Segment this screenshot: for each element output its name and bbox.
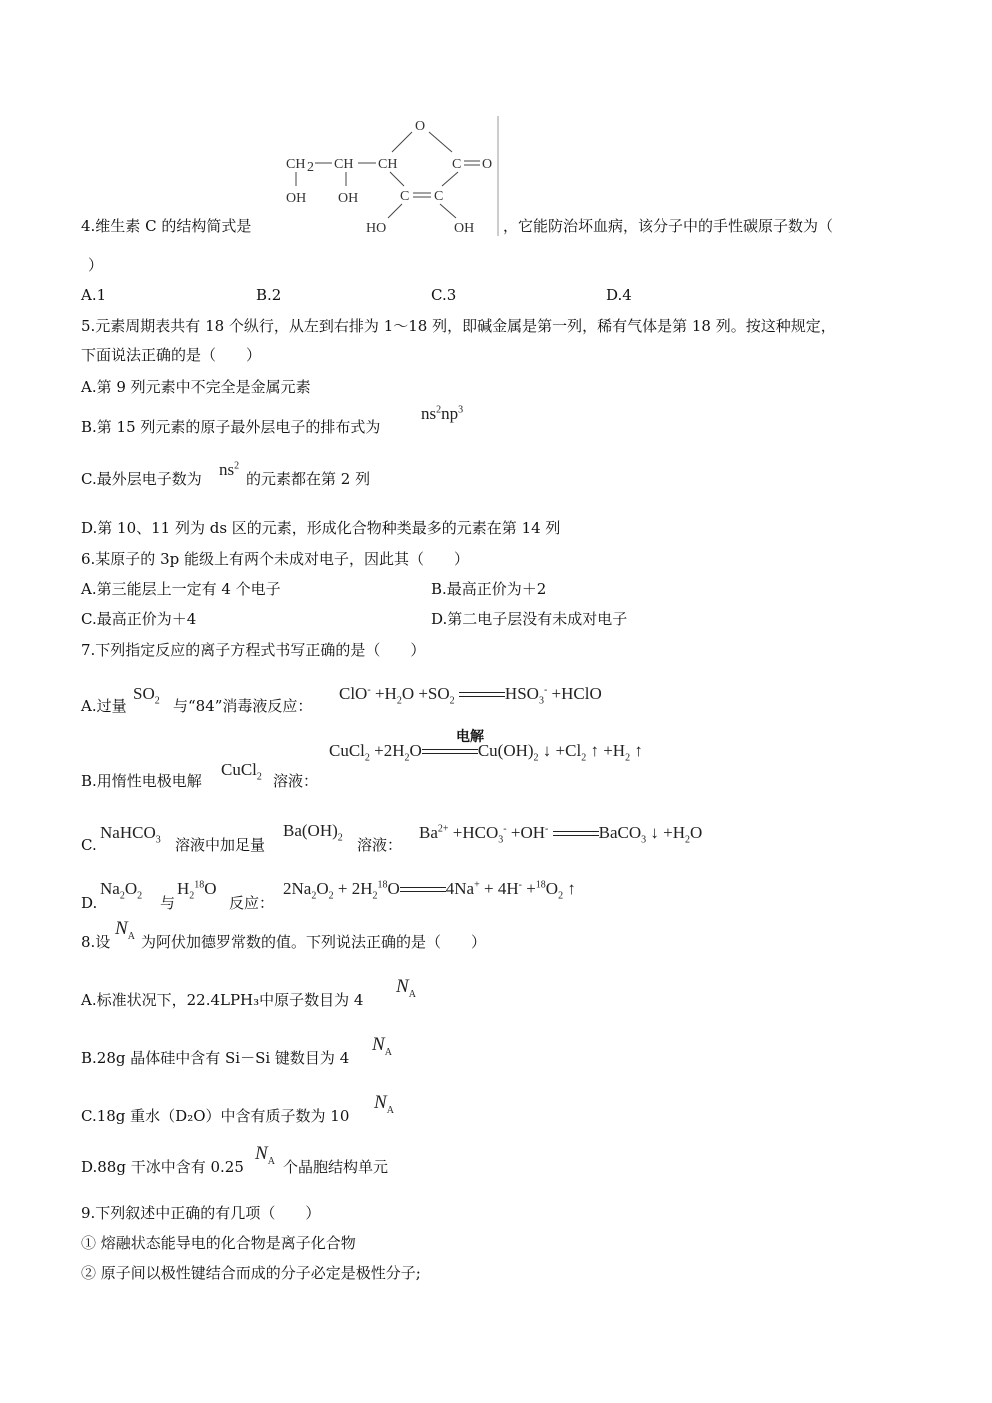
q8-stem-suffix: 为阿伏加德罗常数的值。下列说法正确的是（ ） xyxy=(141,933,487,951)
q6-option-a: A.第三能层上一定有 4 个电子 xyxy=(81,580,281,598)
q9-item-2: ② 原子间以极性键结合而成的分子必定是极性分子; xyxy=(81,1264,421,1282)
q5-stem-line2: 下面说法正确的是（ ） xyxy=(81,346,262,364)
q7-option-a-prefix: A.过量 xyxy=(81,697,127,715)
q7-option-b-prefix: B.用惰性电极电解 xyxy=(81,772,202,790)
q7-option-d-mid: 与 xyxy=(160,894,176,912)
q4-option-c: C.3 xyxy=(431,286,457,304)
q8-option-d-prefix: D.88g 干冰中含有 0.25 xyxy=(81,1158,244,1176)
q8-option-d-na: $N_A$ xyxy=(255,1143,275,1167)
q9-stem: 9.下列叙述中正确的有几项（ ） xyxy=(81,1204,321,1222)
q7-option-c-suffix: 溶液： xyxy=(357,836,403,854)
q7-option-a-equation: $ClO^- +H_2O +SO_2$ $HSO_3^-$ +HClO xyxy=(339,684,602,707)
q5-stem-line1: 5.元素周期表共有 18 个纵行，从左到右排为 1～18 列，即碱金属是第一列，稀有气体是第 18 列。按这种规定， xyxy=(81,317,836,335)
q7-option-b-cucl2: CuCl$_2$ xyxy=(221,760,262,783)
struct-ch2: CH xyxy=(286,157,306,172)
q7-option-c-nahco3: NaHCO$_3$ xyxy=(100,823,161,846)
q4-option-d: D.4 xyxy=(606,286,632,304)
struct-oh-1: OH xyxy=(286,191,307,206)
q8-option-a-na: $N_A$ xyxy=(396,976,416,1000)
q4-stem-prefix: 4.维生素 C 的结构简式是 xyxy=(81,217,252,235)
q7-option-a-so2: $SO_2$ xyxy=(133,684,160,707)
struct-ho-left: HO xyxy=(366,221,387,236)
struct-oh-right: OH xyxy=(454,221,475,236)
q5-option-a: A.第 9 列元素中不完全是金属元素 xyxy=(81,378,311,396)
q7-option-d-suffix: 反应： xyxy=(229,894,275,912)
q7-option-b-condition: 电解 xyxy=(456,729,484,745)
q5-option-c-suffix: 的元素都在第 2 列 xyxy=(246,470,371,488)
q4-option-b: B.2 xyxy=(256,286,282,304)
struct-o-carbonyl: O xyxy=(482,157,493,172)
q5-option-c-prefix: C.最外层电子数为 xyxy=(81,470,202,488)
q5-option-b-formula: $ns^2np^3$ xyxy=(421,404,464,423)
q7-option-c-mid: 溶液中加足量 xyxy=(175,836,266,854)
struct-ch2-sub: 2 xyxy=(307,160,314,175)
q7-stem: 7.下列指定反应的离子方程式书写正确的是（ ） xyxy=(81,641,426,659)
q8-na-symbol: $N_A$ xyxy=(115,918,135,942)
struct-oh-2: OH xyxy=(338,191,359,206)
q5-option-c-formula: $ns^2$ xyxy=(219,460,240,479)
q7-option-b-equation: CuCl$_2$ $+2H_2O$ $Cu(OH)_2$ ↓ $+Cl_2$ ↑ $+H_2$ ↑ xyxy=(329,741,643,764)
struct-c-carbonyl: C xyxy=(452,157,462,172)
q8-option-c: C.18g 重水（D₂O）中含有质子数为 10 xyxy=(81,1107,350,1125)
q8-option-b-na: $N_A$ xyxy=(372,1034,392,1058)
q7-option-d-na2o2: $Na_2O_2$ xyxy=(100,879,143,902)
q8-option-d-suffix: 个晶胞结构单元 xyxy=(283,1158,389,1176)
q6-option-b: B.最高正价为＋2 xyxy=(431,580,547,598)
q4-stem-close: ） xyxy=(88,256,104,274)
struct-c-right: C xyxy=(434,189,444,204)
q5-option-d: D.第 10、11 列为 ds 区的元素，形成化合物种类最多的元素在第 14 列 xyxy=(81,519,561,537)
q6-stem: 6.某原子的 3p 能级上有两个未成对电子，因此其（ ） xyxy=(81,550,469,568)
q7-option-d-prefix: D. xyxy=(81,894,98,912)
q6-option-c: C.最高正价为＋4 xyxy=(81,610,197,628)
q4-stem-suffix: ，它能防治坏血病，该分子中的手性碳原子数为（ xyxy=(503,217,834,235)
q8-option-c-na: $N_A$ xyxy=(374,1092,394,1116)
q8-stem-prefix: 8.设 xyxy=(81,933,111,951)
q7-option-c-equation: $Ba^{2+} +HCO_3^- +OH^-$ BaCO$_3$ ↓ $+H_2O$ xyxy=(419,823,703,846)
q5-option-b: B.第 15 列元素的原子最外层电子的排布式为 xyxy=(81,418,381,436)
struct-o-ring: O xyxy=(415,119,426,134)
struct-ch-ring: CH xyxy=(378,157,398,172)
q7-option-c-prefix: C. xyxy=(81,836,97,854)
struct-c-left: C xyxy=(400,189,410,204)
q7-option-b-suffix: 溶液： xyxy=(273,772,319,790)
struct-ch: CH xyxy=(334,157,354,172)
q7-option-a-mid: 与“84”消毒液反应： xyxy=(173,697,313,715)
q4-option-a: A.1 xyxy=(81,286,107,304)
q7-option-c-baoh2: $Ba(OH)_2$ xyxy=(283,821,343,844)
vitamin-c-structure xyxy=(282,110,502,238)
q8-option-a: A.标准状况下，22.4LPH₃中原子数目为 4 xyxy=(81,991,364,1009)
q7-option-d-h2o18: $H_2^{18}O$ xyxy=(177,879,217,902)
q7-option-d-equation: $2Na_2O_2 + 2H_2^{18}O$ $4Na^+ + 4H^- +^{18}O_2$ ↑ xyxy=(283,879,576,902)
q9-item-1: ① 熔融状态能导电的化合物是离子化合物 xyxy=(81,1234,356,1252)
q6-option-d: D.第二电子层没有未成对电子 xyxy=(431,610,628,628)
q8-option-b: B.28g 晶体硅中含有 Si－Si 键数目为 4 xyxy=(81,1049,350,1067)
